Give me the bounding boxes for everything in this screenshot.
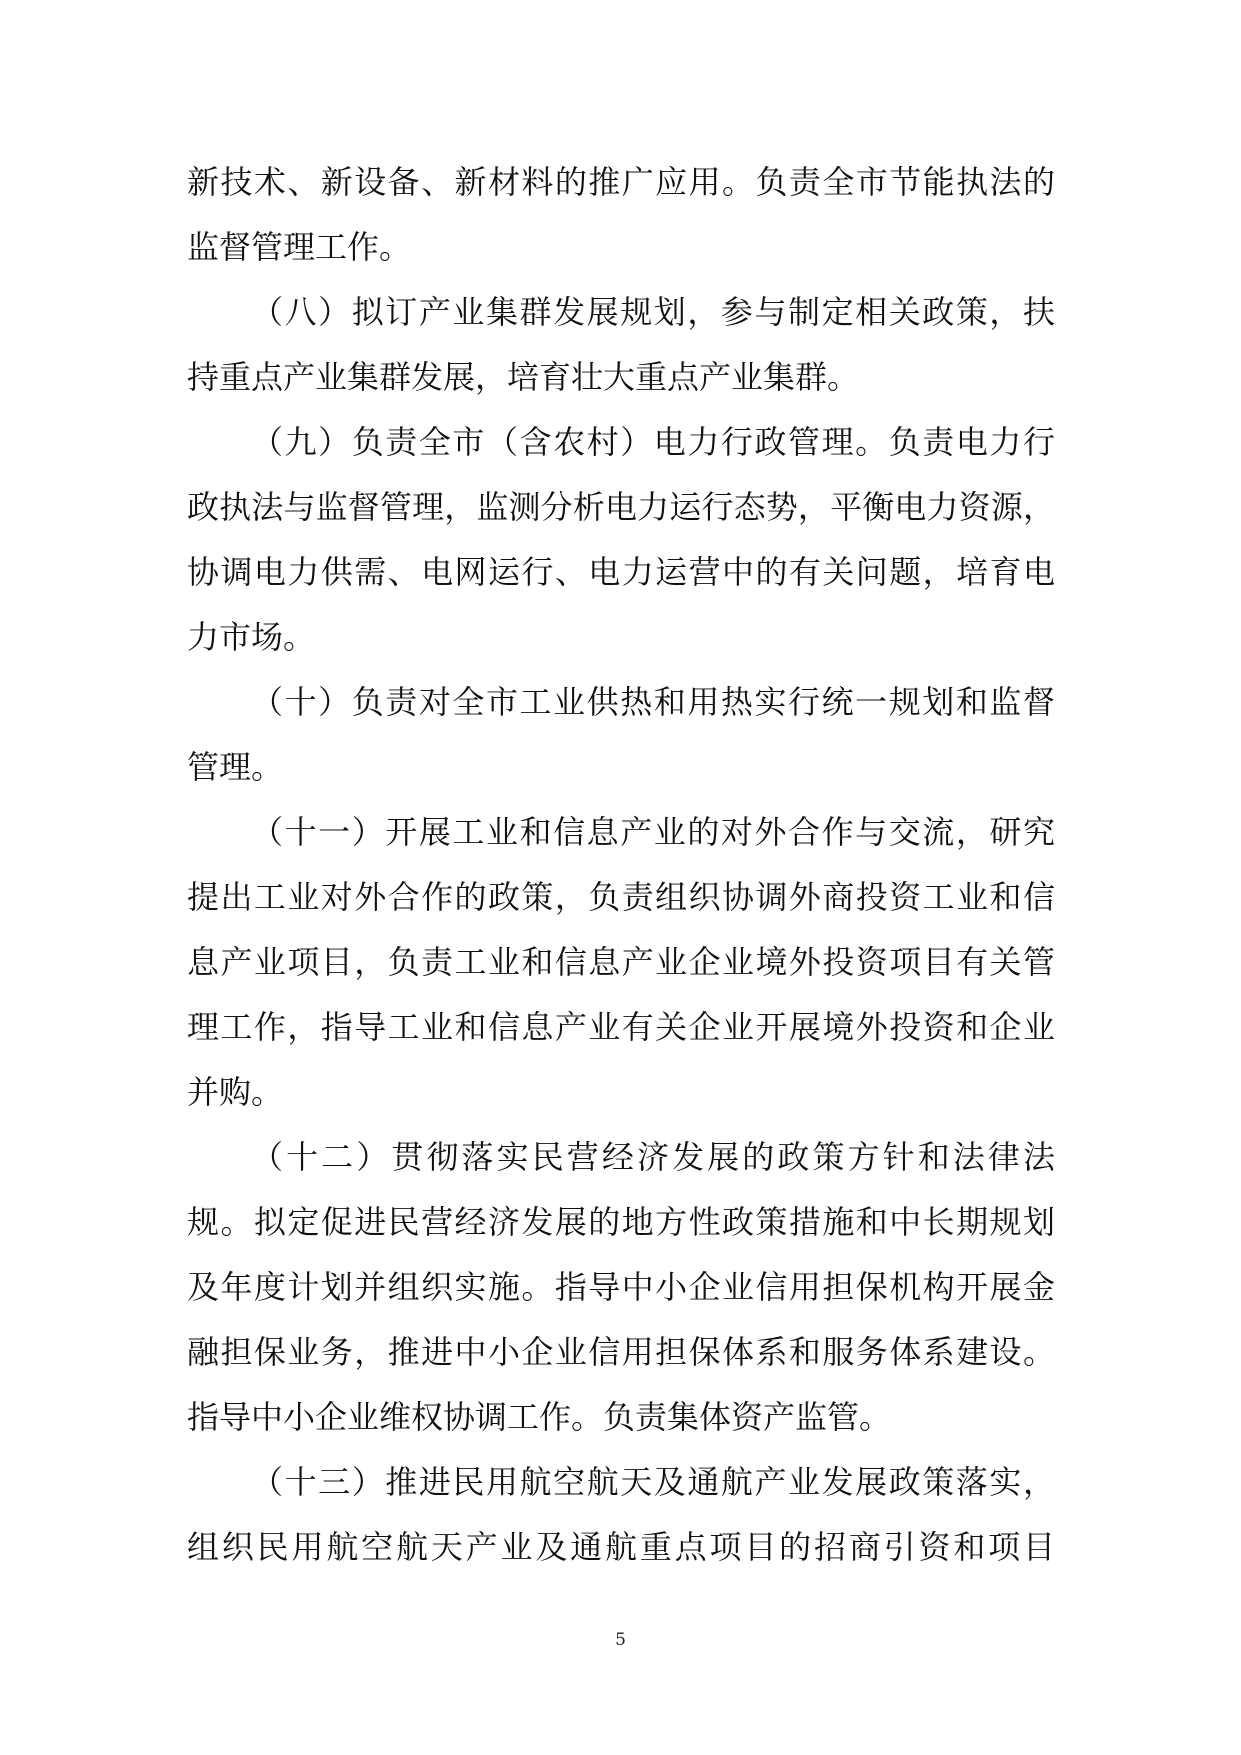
text-line: 监督管理工作。 bbox=[187, 228, 412, 266]
paragraph-item-9 bbox=[187, 410, 1055, 670]
text-line: （十三）推进民用航空航天及通航产业发展政策落实， bbox=[251, 1463, 1055, 1501]
page-number: 5 bbox=[615, 1630, 626, 1650]
paragraph-item-8 bbox=[187, 280, 1055, 410]
text-line: （八）拟订产业集群发展规划，参与制定相关政策，扶 bbox=[251, 293, 1055, 331]
body-text bbox=[187, 150, 1055, 1580]
text-line: 管理。 bbox=[187, 748, 284, 786]
text-line: 协调电力供需、电网运行、电力运营中的有关问题，培育电 bbox=[187, 553, 1055, 591]
text-line: 融担保业务，推进中小企业信用担保体系和服务体系建设。 bbox=[187, 1333, 1055, 1371]
text-line: 持重点产业集群发展，培育壮大重点产业集群。 bbox=[187, 358, 860, 396]
text-line: （十）负责对全市工业供热和用热实行统一规划和监督 bbox=[251, 683, 1055, 721]
text-line: 提出工业对外合作的政策，负责组织协调外商投资工业和信 bbox=[187, 878, 1055, 916]
text-line: 规。拟定促进民营经济发展的地方性政策措施和中长期规划 bbox=[187, 1203, 1055, 1241]
text-line: 政执法与监督管理，监测分析电力运行态势，平衡电力资源， bbox=[187, 488, 1055, 526]
paragraph-item-13 bbox=[187, 1450, 1055, 1580]
text-line: （十一）开展工业和信息产业的对外合作与交流，研究 bbox=[251, 813, 1055, 851]
paragraph-item-12 bbox=[187, 1125, 1055, 1450]
text-line: （十二）贯彻落实民营经济发展的政策方针和法律法 bbox=[251, 1138, 1055, 1176]
paragraph-item-10 bbox=[187, 670, 1055, 800]
text-line: 及年度计划并组织实施。指导中小企业信用担保机构开展金 bbox=[187, 1268, 1055, 1306]
text-line: 息产业项目，负责工业和信息产业企业境外投资项目有关管 bbox=[187, 943, 1055, 981]
text-line: 指导中小企业维权协调工作。负责集体资产监管。 bbox=[187, 1398, 892, 1436]
text-line: 理工作，指导工业和信息产业有关企业开展境外投资和企业 bbox=[187, 1008, 1055, 1046]
paragraph-continued bbox=[187, 150, 1055, 280]
text-line: 组织民用航空航天产业及通航重点项目的招商引资和项目 bbox=[187, 1528, 1055, 1566]
text-line: （九）负责全市（含农村）电力行政管理。负责电力行 bbox=[251, 423, 1055, 461]
paragraph-item-11 bbox=[187, 800, 1055, 1125]
text-line: 力市场。 bbox=[187, 618, 316, 656]
text-line: 新技术、新设备、新材料的推广应用。负责全市节能执法的 bbox=[187, 163, 1055, 201]
text-line: 并购。 bbox=[187, 1073, 284, 1111]
